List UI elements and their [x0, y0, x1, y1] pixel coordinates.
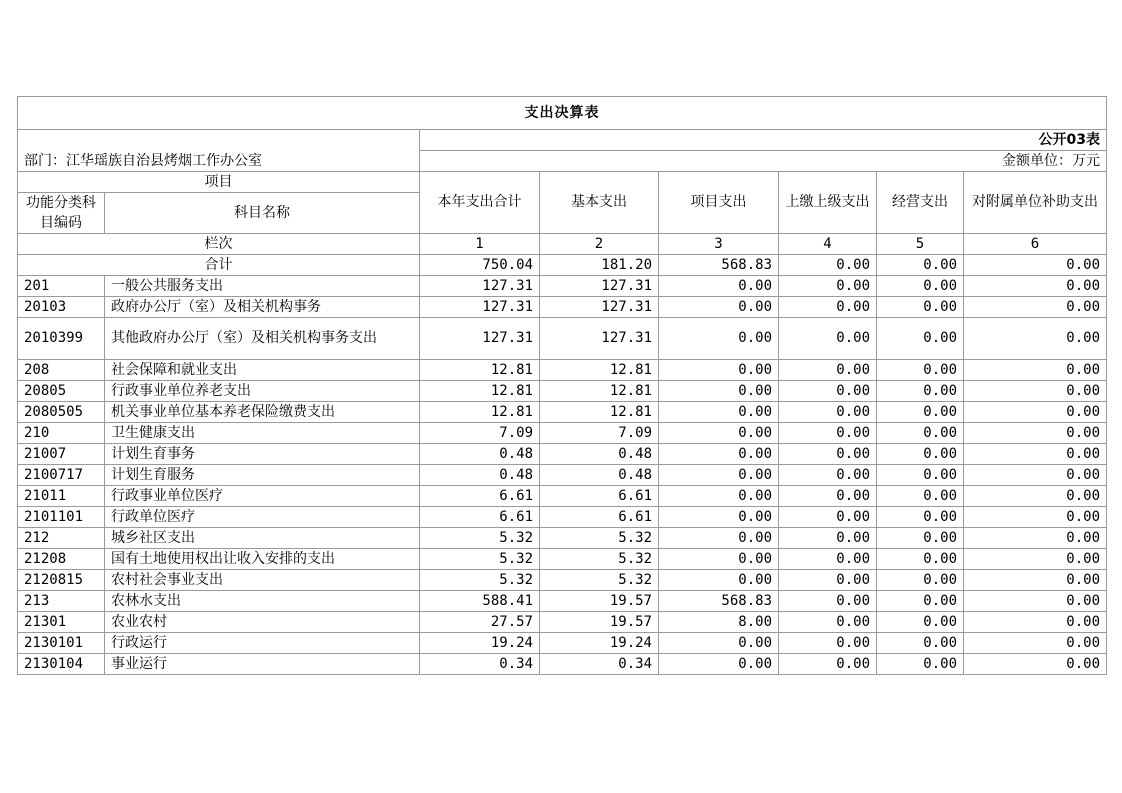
header-func-code: 功能分类科目编码	[18, 192, 105, 233]
table-row	[18, 569, 1107, 590]
amount-cell: 127.31	[540, 275, 659, 296]
total-cell: 568.83	[659, 254, 779, 275]
amount-cell: 0.00	[877, 527, 964, 548]
amount-cell: 0.48	[540, 443, 659, 464]
amount-cell: 0.00	[964, 275, 1107, 296]
subject-name: 行政运行	[105, 632, 420, 653]
index-cell: 1	[420, 233, 540, 254]
subject-name: 城乡社区支出	[105, 527, 420, 548]
total-cell: 750.04	[420, 254, 540, 275]
subject-code: 2010399	[18, 317, 105, 359]
amount-cell: 0.00	[964, 359, 1107, 380]
amount-cell: 0.00	[779, 296, 877, 317]
amount-cell: 0.00	[877, 569, 964, 590]
blank-cell	[18, 130, 420, 151]
subject-name: 其他政府办公厅（室）及相关机构事务支出	[105, 317, 420, 359]
table-row	[18, 359, 1107, 380]
amount-cell: 0.00	[877, 653, 964, 674]
subject-name: 计划生育事务	[105, 443, 420, 464]
amount-cell: 0.00	[659, 485, 779, 506]
amount-cell: 0.00	[779, 653, 877, 674]
amount-cell: 0.00	[964, 443, 1107, 464]
subject-code: 208	[18, 359, 105, 380]
amount-cell: 127.31	[420, 275, 540, 296]
table-row	[18, 317, 1107, 359]
amount-cell: 0.00	[877, 548, 964, 569]
subject-code: 212	[18, 527, 105, 548]
amount-cell: 5.32	[540, 527, 659, 548]
subject-code: 21011	[18, 485, 105, 506]
amount-cell: 8.00	[659, 611, 779, 632]
amount-cell: 0.00	[779, 527, 877, 548]
subject-name: 社会保障和就业支出	[105, 359, 420, 380]
amount-cell: 6.61	[420, 485, 540, 506]
form-code: 公开03表	[420, 130, 1107, 151]
subject-code: 213	[18, 590, 105, 611]
amount-cell: 0.00	[964, 485, 1107, 506]
amount-cell: 127.31	[420, 317, 540, 359]
amount-cell: 12.81	[540, 380, 659, 401]
amount-cell: 0.00	[877, 401, 964, 422]
amount-cell: 0.00	[779, 569, 877, 590]
table-row	[18, 443, 1107, 464]
amount-cell: 0.00	[659, 401, 779, 422]
subject-code: 21208	[18, 548, 105, 569]
amount-cell: 127.31	[420, 296, 540, 317]
amount-cell: 0.34	[540, 653, 659, 674]
amount-cell: 0.00	[779, 443, 877, 464]
table-row	[18, 296, 1107, 317]
amount-cell: 0.00	[659, 317, 779, 359]
amount-cell: 12.81	[540, 401, 659, 422]
amount-cell: 588.41	[420, 590, 540, 611]
amount-cell: 0.00	[877, 590, 964, 611]
amount-cell: 0.00	[779, 485, 877, 506]
table-row	[18, 422, 1107, 443]
table-row	[18, 485, 1107, 506]
total-cell: 0.00	[779, 254, 877, 275]
amount-cell: 7.09	[540, 422, 659, 443]
amount-cell: 5.32	[420, 548, 540, 569]
subject-name: 行政事业单位养老支出	[105, 380, 420, 401]
subject-name: 机关事业单位基本养老保险缴费支出	[105, 401, 420, 422]
amount-cell: 6.61	[540, 485, 659, 506]
subject-code: 20103	[18, 296, 105, 317]
table-row	[18, 590, 1107, 611]
amount-cell: 0.00	[877, 422, 964, 443]
amount-cell: 127.31	[540, 296, 659, 317]
amount-cell: 0.00	[659, 653, 779, 674]
header-col-2: 基本支出	[540, 171, 659, 233]
amount-cell: 0.34	[420, 653, 540, 674]
amount-cell: 0.00	[877, 506, 964, 527]
amount-cell: 0.00	[659, 275, 779, 296]
amount-cell: 0.00	[779, 632, 877, 653]
amount-cell: 6.61	[420, 506, 540, 527]
table-row	[18, 464, 1107, 485]
header-col-6: 对附属单位补助支出	[964, 171, 1107, 233]
subject-code: 21007	[18, 443, 105, 464]
total-cell: 181.20	[540, 254, 659, 275]
amount-cell: 0.00	[964, 422, 1107, 443]
amount-cell: 0.00	[659, 548, 779, 569]
table-row	[18, 632, 1107, 653]
subject-name: 政府办公厅（室）及相关机构事务	[105, 296, 420, 317]
table-row	[18, 611, 1107, 632]
amount-cell: 5.32	[540, 548, 659, 569]
amount-cell: 0.00	[964, 317, 1107, 359]
subject-name: 事业运行	[105, 653, 420, 674]
amount-cell: 0.00	[964, 653, 1107, 674]
index-cell: 5	[877, 233, 964, 254]
index-row-label: 栏次	[18, 233, 420, 254]
amount-cell: 0.00	[659, 422, 779, 443]
amount-cell: 12.81	[420, 380, 540, 401]
table-row	[18, 506, 1107, 527]
amount-cell: 0.00	[659, 296, 779, 317]
amount-cell: 0.00	[779, 590, 877, 611]
amount-cell: 19.24	[540, 632, 659, 653]
subject-name: 计划生育服务	[105, 464, 420, 485]
subject-name: 卫生健康支出	[105, 422, 420, 443]
amount-cell: 19.57	[540, 611, 659, 632]
amount-cell: 0.00	[964, 527, 1107, 548]
amount-cell: 0.00	[779, 317, 877, 359]
amount-cell: 5.32	[540, 569, 659, 590]
table-row	[18, 401, 1107, 422]
table-row	[18, 653, 1107, 674]
amount-cell: 0.00	[659, 443, 779, 464]
amount-cell: 0.00	[779, 422, 877, 443]
total-row-label: 合计	[18, 254, 420, 275]
amount-cell: 19.57	[540, 590, 659, 611]
amount-cell: 0.00	[779, 548, 877, 569]
subject-name: 行政单位医疗	[105, 506, 420, 527]
amount-cell: 6.61	[540, 506, 659, 527]
amount-cell: 0.00	[877, 632, 964, 653]
amount-cell: 0.00	[779, 275, 877, 296]
amount-cell: 0.48	[420, 464, 540, 485]
amount-cell: 0.00	[964, 611, 1107, 632]
amount-cell: 0.00	[877, 296, 964, 317]
amount-cell: 0.00	[779, 359, 877, 380]
amount-cell: 0.00	[964, 401, 1107, 422]
subject-code: 21301	[18, 611, 105, 632]
subject-name: 农林水支出	[105, 590, 420, 611]
table-row	[18, 527, 1107, 548]
amount-unit: 金额单位：万元	[420, 151, 1107, 172]
amount-cell: 5.32	[420, 527, 540, 548]
amount-cell: 0.00	[964, 590, 1107, 611]
amount-cell: 0.00	[779, 611, 877, 632]
amount-cell: 0.00	[877, 275, 964, 296]
department-label: 部门：江华瑶族自治县烤烟工作办公室	[18, 151, 420, 172]
expenditure-table	[17, 96, 1107, 675]
amount-cell: 568.83	[659, 590, 779, 611]
subject-code: 20805	[18, 380, 105, 401]
table-row	[18, 380, 1107, 401]
amount-cell: 0.00	[964, 296, 1107, 317]
subject-code: 2080505	[18, 401, 105, 422]
subject-name: 一般公共服务支出	[105, 275, 420, 296]
amount-cell: 0.00	[877, 359, 964, 380]
amount-cell: 0.00	[964, 380, 1107, 401]
total-cell: 0.00	[877, 254, 964, 275]
amount-cell: 0.00	[964, 548, 1107, 569]
amount-cell: 0.00	[964, 569, 1107, 590]
amount-cell: 27.57	[420, 611, 540, 632]
header-col-4: 上缴上级支出	[779, 171, 877, 233]
amount-cell: 0.48	[420, 443, 540, 464]
amount-cell: 0.00	[877, 485, 964, 506]
amount-cell: 0.00	[877, 464, 964, 485]
table-row	[18, 548, 1107, 569]
amount-cell: 5.32	[420, 569, 540, 590]
subject-code: 2100717	[18, 464, 105, 485]
amount-cell: 0.00	[659, 632, 779, 653]
index-cell: 6	[964, 233, 1107, 254]
amount-cell: 0.00	[877, 380, 964, 401]
amount-cell: 0.00	[779, 380, 877, 401]
amount-cell: 12.81	[420, 401, 540, 422]
header-col-5: 经营支出	[877, 171, 964, 233]
index-cell: 4	[779, 233, 877, 254]
amount-cell: 0.00	[877, 317, 964, 359]
header-subject-name: 科目名称	[105, 192, 420, 233]
subject-name: 行政事业单位医疗	[105, 485, 420, 506]
amount-cell: 0.00	[964, 632, 1107, 653]
subject-code: 2130104	[18, 653, 105, 674]
subject-code: 2120815	[18, 569, 105, 590]
amount-cell: 0.00	[964, 464, 1107, 485]
header-col-1: 本年支出合计	[420, 171, 540, 233]
index-cell: 3	[659, 233, 779, 254]
amount-cell: 0.00	[659, 359, 779, 380]
amount-cell: 0.00	[877, 611, 964, 632]
amount-cell: 0.00	[659, 380, 779, 401]
subject-code: 210	[18, 422, 105, 443]
amount-cell: 0.00	[779, 401, 877, 422]
amount-cell: 0.00	[779, 506, 877, 527]
amount-cell: 0.00	[659, 569, 779, 590]
amount-cell: 0.00	[877, 443, 964, 464]
index-cell: 2	[540, 233, 659, 254]
amount-cell: 0.00	[659, 506, 779, 527]
amount-cell: 0.48	[540, 464, 659, 485]
amount-cell: 0.00	[964, 506, 1107, 527]
subject-code: 201	[18, 275, 105, 296]
subject-name: 农业农村	[105, 611, 420, 632]
amount-cell: 127.31	[540, 317, 659, 359]
amount-cell: 19.24	[420, 632, 540, 653]
subject-code: 2101101	[18, 506, 105, 527]
subject-name: 农村社会事业支出	[105, 569, 420, 590]
subject-name: 国有土地使用权出让收入安排的支出	[105, 548, 420, 569]
header-item: 项目	[18, 171, 420, 192]
table-row	[18, 275, 1107, 296]
total-cell: 0.00	[964, 254, 1107, 275]
amount-cell: 12.81	[540, 359, 659, 380]
subject-code: 2130101	[18, 632, 105, 653]
header-col-3: 项目支出	[659, 171, 779, 233]
amount-cell: 12.81	[420, 359, 540, 380]
amount-cell: 0.00	[659, 464, 779, 485]
amount-cell: 0.00	[779, 464, 877, 485]
page-title: 支出决算表	[18, 97, 1107, 130]
amount-cell: 0.00	[659, 527, 779, 548]
amount-cell: 7.09	[420, 422, 540, 443]
